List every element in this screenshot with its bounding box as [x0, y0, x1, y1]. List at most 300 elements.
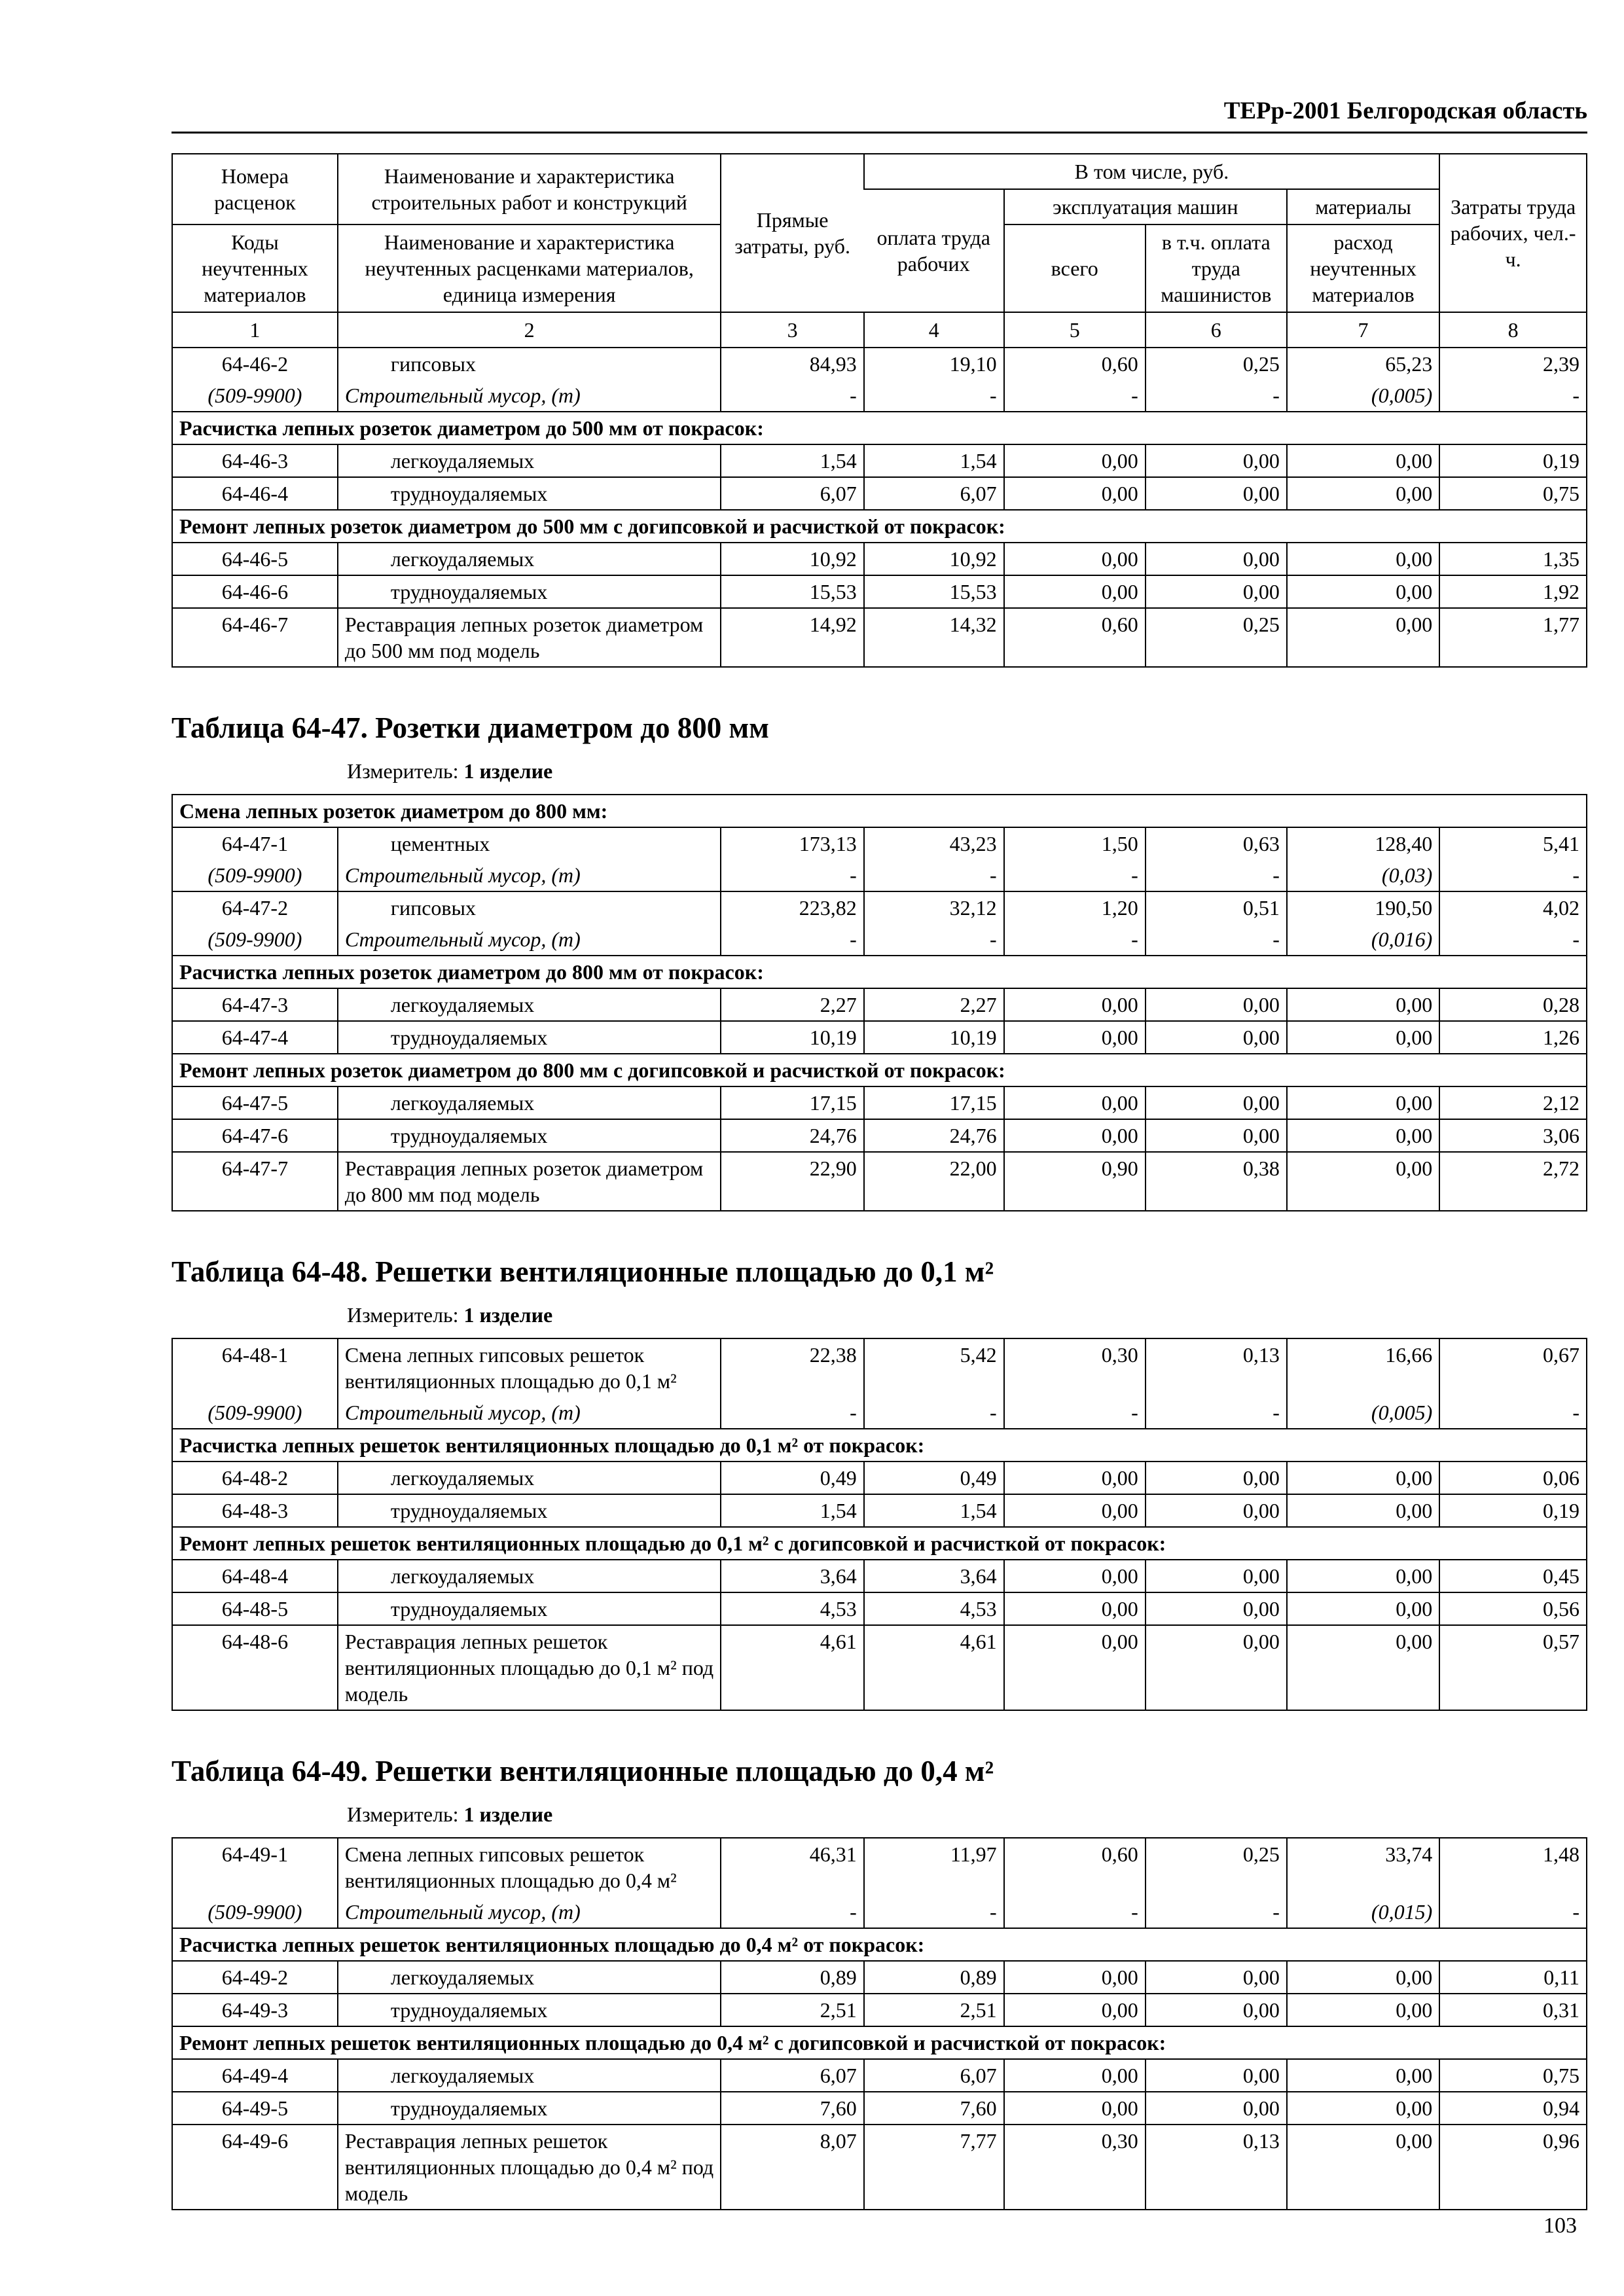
column-number: 4 — [864, 312, 1004, 348]
doc-header — [171, 97, 1587, 134]
measurer-line — [347, 1803, 1587, 1827]
section-title: Смена лепных розеток диаметром до 800 мм: — [172, 795, 1587, 827]
value-cell: 2,51 — [864, 1994, 1004, 2026]
value-cell: (0,016) — [1287, 924, 1439, 956]
value-cell: 0,00 — [1004, 444, 1146, 477]
work-name: легкоудаляемых — [338, 444, 721, 477]
material-name: Строительный мусор, (т) — [338, 380, 721, 412]
value-cell: 14,92 — [721, 608, 863, 667]
work-name: легкоудаляемых — [338, 1560, 721, 1592]
column-number: 7 — [1287, 312, 1439, 348]
rate-row — [172, 1994, 1587, 2026]
rate-code: 64-49-4 — [172, 2059, 338, 2092]
work-name: гипсовых — [338, 348, 721, 380]
value-cell: - — [1004, 1397, 1146, 1429]
header-row-numbers — [172, 312, 1587, 348]
value-cell: 0,90 — [1004, 1152, 1146, 1211]
value-cell: 15,53 — [721, 575, 863, 608]
material-name: Строительный мусор, (т) — [338, 859, 721, 891]
value-cell: 10,19 — [864, 1021, 1004, 1054]
value-cell: - — [1439, 924, 1587, 956]
rate-row — [172, 988, 1587, 1021]
value-cell: - — [1439, 1397, 1587, 1429]
value-cell: 0,00 — [1287, 1994, 1439, 2026]
work-name: легкоудаляемых — [338, 1086, 721, 1119]
work-name: легкоудаляемых — [338, 1961, 721, 1994]
work-name: Смена лепных гипсовых решеток вентиляционных площадью до 0,4 м² — [338, 1838, 721, 1896]
value-cell: 0,00 — [1146, 1086, 1287, 1119]
value-cell: 0,60 — [1004, 608, 1146, 667]
value-cell: 0,75 — [1439, 2059, 1587, 2092]
column-number: 8 — [1439, 312, 1587, 348]
column-number: 3 — [721, 312, 863, 348]
value-cell: 1,54 — [864, 444, 1004, 477]
table-body-64-49 — [172, 1838, 1587, 2210]
value-cell: 0,67 — [1439, 1338, 1587, 1397]
value-cell: 10,92 — [721, 543, 863, 575]
col-header-direct-costs: Прямые затраты, руб. — [721, 154, 863, 312]
rate-code: 64-49-2 — [172, 1961, 338, 1994]
rate-code: 64-48-2 — [172, 1462, 338, 1494]
value-cell: - — [721, 1397, 863, 1429]
rate-row — [172, 1961, 1587, 1994]
section-row — [172, 510, 1587, 543]
rate-row — [172, 1560, 1587, 1592]
rate-code: 64-47-4 — [172, 1021, 338, 1054]
column-number: 2 — [338, 312, 721, 348]
value-cell: 0,06 — [1439, 1462, 1587, 1494]
table-body-64-46 — [172, 348, 1587, 667]
value-cell: 0,45 — [1439, 1560, 1587, 1592]
value-cell: 190,50 — [1287, 891, 1439, 924]
col-header-machines-total: всего — [1004, 224, 1146, 312]
value-cell: 1,26 — [1439, 1021, 1587, 1054]
value-cell: - — [1146, 924, 1287, 956]
section-row — [172, 956, 1587, 988]
value-cell: 0,60 — [1004, 348, 1146, 380]
value-cell: 0,00 — [1287, 543, 1439, 575]
material-row — [172, 859, 1587, 891]
value-cell: - — [1146, 859, 1287, 891]
rates-table-64-47 — [171, 794, 1587, 1211]
work-name: трудноудаляемых — [338, 1021, 721, 1054]
rate-code: 64-46-6 — [172, 575, 338, 608]
value-cell: 15,53 — [864, 575, 1004, 608]
value-cell: 0,00 — [1004, 1592, 1146, 1625]
rates-table-64-48 — [171, 1338, 1587, 1711]
value-cell: 46,31 — [721, 1838, 863, 1896]
value-cell: - — [864, 859, 1004, 891]
value-cell: 14,32 — [864, 608, 1004, 667]
work-name: легкоудаляемых — [338, 988, 721, 1021]
value-cell: - — [1146, 380, 1287, 412]
value-cell: 0,00 — [1146, 575, 1287, 608]
value-cell: 0,49 — [721, 1462, 863, 1494]
value-cell: 0,00 — [1146, 1625, 1287, 1710]
work-name: легкоудаляемых — [338, 2059, 721, 2092]
value-cell: (0,015) — [1287, 1896, 1439, 1928]
value-cell: 0,00 — [1287, 2092, 1439, 2125]
value-cell: 0,00 — [1004, 988, 1146, 1021]
material-code: (509-9900) — [172, 380, 338, 412]
rate-code: 64-48-1 — [221, 1343, 289, 1367]
value-cell: 0,00 — [1287, 1021, 1439, 1054]
section-title: Ремонт лепных решеток вентиляционных площадью до 0,4 м² с догипсовкой и расчисткой от покрасок: — [172, 2026, 1587, 2059]
col-header-material-codes: Коды неучтенных материалов — [172, 224, 338, 312]
value-cell: 0,00 — [1146, 1462, 1287, 1494]
work-name: трудноудаляемых — [338, 1994, 721, 2026]
section-row — [172, 2026, 1587, 2059]
value-cell: 5,42 — [864, 1338, 1004, 1397]
rate-code: 64-49-1 — [221, 1842, 289, 1866]
work-name: Реставрация лепных розеток диаметром до 800 мм под модель — [338, 1152, 721, 1211]
value-cell: 24,76 — [721, 1119, 863, 1152]
rate-code: 64-46-5 — [172, 543, 338, 575]
value-cell: 0,00 — [1287, 477, 1439, 510]
rate-row — [172, 1086, 1587, 1119]
rate-code: 64-47-5 — [172, 1086, 338, 1119]
value-cell: 11,97 — [864, 1838, 1004, 1896]
value-cell: 84,93 — [721, 348, 863, 380]
rate-code: 64-47-7 — [172, 1152, 338, 1211]
value-cell: 4,61 — [864, 1625, 1004, 1710]
value-cell: 0,00 — [1287, 1560, 1439, 1592]
value-cell: 7,60 — [864, 2092, 1004, 2125]
value-cell: 0,00 — [1004, 477, 1146, 510]
value-cell: 6,07 — [721, 2059, 863, 2092]
section-row — [172, 1054, 1587, 1086]
value-cell: 0,28 — [1439, 988, 1587, 1021]
material-code: (509-9900) — [172, 924, 338, 956]
measurer-label: Измеритель: — [347, 759, 459, 783]
material-name: Строительный мусор, (т) — [338, 1896, 721, 1928]
rate-row — [172, 1119, 1587, 1152]
section-title: Ремонт лепных розеток диаметром до 500 мм с догипсовкой и расчисткой от покрасок: — [172, 510, 1587, 543]
section-title: Расчистка лепных решеток вентиляционных площадью до 0,1 м² от покрасок: — [172, 1429, 1587, 1462]
value-cell: 0,00 — [1146, 1021, 1287, 1054]
material-row — [172, 380, 1587, 412]
value-cell: 3,64 — [721, 1560, 863, 1592]
value-cell: 0,13 — [1146, 1338, 1287, 1397]
table-title-64-48: Таблица 64-48. Решетки вентиляционные площадью до 0,1 м² — [171, 1255, 994, 1288]
measurer-line — [347, 1303, 1587, 1327]
value-cell: (0,005) — [1287, 380, 1439, 412]
value-cell: 0,25 — [1146, 348, 1287, 380]
col-header-materials-consumption: расход неучтенных материалов — [1287, 224, 1439, 312]
rate-row — [172, 477, 1587, 510]
work-name: трудноудаляемых — [338, 477, 721, 510]
rate-code: 64-47-1 — [221, 832, 289, 855]
rate-row — [172, 348, 1587, 380]
value-cell: - — [864, 1896, 1004, 1928]
value-cell: 0,00 — [1287, 444, 1439, 477]
value-cell: (0,005) — [1287, 1397, 1439, 1429]
rate-row — [172, 444, 1587, 477]
rate-row — [172, 1021, 1587, 1054]
value-cell: 10,92 — [864, 543, 1004, 575]
section-row — [172, 795, 1587, 827]
rate-code: 64-47-2 — [221, 896, 289, 920]
measurer-line — [347, 759, 1587, 783]
value-cell: 0,75 — [1439, 477, 1587, 510]
value-cell: 0,89 — [864, 1961, 1004, 1994]
value-cell: 1,92 — [1439, 575, 1587, 608]
value-cell: 0,00 — [1287, 575, 1439, 608]
value-cell: 3,06 — [1439, 1119, 1587, 1152]
value-cell: 0,19 — [1439, 444, 1587, 477]
work-name: легкоудаляемых — [338, 1462, 721, 1494]
value-cell: 0,30 — [1004, 1338, 1146, 1397]
value-cell: - — [864, 1397, 1004, 1429]
rate-row — [172, 1494, 1587, 1527]
value-cell: 8,07 — [721, 2125, 863, 2210]
work-name: легкоудаляемых — [338, 543, 721, 575]
value-cell: 24,76 — [864, 1119, 1004, 1152]
rate-row — [172, 1462, 1587, 1494]
value-cell: 3,64 — [864, 1560, 1004, 1592]
value-cell: 0,00 — [1287, 1625, 1439, 1710]
measurer-label: Измеритель: — [347, 1803, 459, 1826]
value-cell: - — [1439, 859, 1587, 891]
rate-row — [172, 608, 1587, 667]
material-code: (509-9900) — [172, 859, 338, 891]
section-title: Расчистка лепных розеток диаметром до 800 мм от покрасок: — [172, 956, 1587, 988]
value-cell: - — [1439, 1896, 1587, 1928]
section-title: Ремонт лепных розеток диаметром до 800 мм с догипсовкой и расчисткой от покрасок: — [172, 1054, 1587, 1086]
value-cell: 1,35 — [1439, 543, 1587, 575]
material-row — [172, 1397, 1587, 1429]
value-cell: 0,25 — [1146, 1838, 1287, 1896]
col-header-machines: эксплуатация машин — [1004, 189, 1287, 224]
column-number: 6 — [1146, 312, 1287, 348]
value-cell: 0,00 — [1287, 1961, 1439, 1994]
value-cell: - — [1004, 859, 1146, 891]
work-name: трудноудаляемых — [338, 1494, 721, 1527]
value-cell: 0,00 — [1004, 2092, 1146, 2125]
value-cell: 0,56 — [1439, 1592, 1587, 1625]
value-cell: 2,27 — [721, 988, 863, 1021]
material-name: Строительный мусор, (т) — [338, 1397, 721, 1429]
value-cell: 0,00 — [1146, 477, 1287, 510]
work-name: Смена лепных гипсовых решеток вентиляционных площадью до 0,1 м² — [338, 1338, 721, 1397]
value-cell: - — [721, 859, 863, 891]
rate-row — [172, 1838, 1587, 1896]
value-cell: 1,54 — [721, 1494, 863, 1527]
value-cell: 0,00 — [1146, 1119, 1287, 1152]
value-cell: 0,00 — [1287, 1152, 1439, 1211]
col-header-including: В том числе, руб. — [864, 154, 1440, 189]
value-cell: 0,00 — [1004, 1494, 1146, 1527]
work-name: цементных — [338, 827, 721, 859]
col-header-rate-numbers: Номера расценок — [172, 154, 338, 224]
rate-code: 64-47-3 — [172, 988, 338, 1021]
rate-code: 64-48-4 — [172, 1560, 338, 1592]
value-cell: - — [864, 380, 1004, 412]
value-cell: - — [1004, 1896, 1146, 1928]
col-header-work-name: Наименование и характеристика строительных работ и конструкций — [338, 154, 721, 224]
value-cell: 32,12 — [864, 891, 1004, 924]
value-cell: 0,38 — [1146, 1152, 1287, 1211]
value-cell: 1,54 — [721, 444, 863, 477]
measurer-label: Измеритель: — [347, 1303, 459, 1327]
rates-table-64-49 — [171, 1837, 1587, 2210]
value-cell: 65,23 — [1287, 348, 1439, 380]
value-cell: 0,00 — [1004, 1462, 1146, 1494]
value-cell: 2,27 — [864, 988, 1004, 1021]
value-cell: 0,00 — [1287, 608, 1439, 667]
value-cell: 0,49 — [864, 1462, 1004, 1494]
value-cell: 1,50 — [1004, 827, 1146, 859]
work-name: Реставрация лепных решеток вентиляционных площадью до 0,4 м² под модель — [338, 2125, 721, 2210]
section-row — [172, 412, 1587, 444]
rate-code: 64-46-3 — [172, 444, 338, 477]
value-cell: 17,15 — [864, 1086, 1004, 1119]
rate-row — [172, 2092, 1587, 2125]
rate-row — [172, 1152, 1587, 1211]
value-cell: 0,00 — [1287, 1494, 1439, 1527]
value-cell: 10,19 — [721, 1021, 863, 1054]
value-cell: 0,13 — [1146, 2125, 1287, 2210]
value-cell: 2,51 — [721, 1994, 863, 2026]
value-cell: 0,00 — [1146, 1994, 1287, 2026]
value-cell: 0,63 — [1146, 827, 1287, 859]
value-cell: 0,00 — [1287, 1462, 1439, 1494]
rate-row — [172, 1592, 1587, 1625]
rate-code: 64-49-6 — [172, 2125, 338, 2210]
table-column-header — [172, 154, 1587, 348]
value-cell: 0,00 — [1146, 1961, 1287, 1994]
value-cell: 0,00 — [1004, 1560, 1146, 1592]
column-number: 1 — [172, 312, 338, 348]
rate-row — [172, 827, 1587, 859]
work-name: гипсовых — [338, 891, 721, 924]
value-cell: 5,41 — [1439, 827, 1587, 859]
work-name: Реставрация лепных розеток диаметром до 500 мм под модель — [338, 608, 721, 667]
table-body-64-47 — [172, 795, 1587, 1211]
value-cell: 0,51 — [1146, 891, 1287, 924]
value-cell: - — [721, 1896, 863, 1928]
table-body-64-48 — [172, 1338, 1587, 1710]
rates-table-64-46 — [171, 153, 1587, 668]
column-number: 5 — [1004, 312, 1146, 348]
value-cell: 16,66 — [1287, 1338, 1439, 1397]
col-header-material-name: Наименование и характеристика неучтенных расценками материалов, единица измерения — [338, 224, 721, 312]
col-header-materials: материалы — [1287, 189, 1439, 224]
value-cell: - — [721, 380, 863, 412]
value-cell: 7,60 — [721, 2092, 863, 2125]
value-cell: - — [864, 924, 1004, 956]
value-cell: 1,20 — [1004, 891, 1146, 924]
value-cell: 0,60 — [1004, 1838, 1146, 1896]
section-row — [172, 1527, 1587, 1560]
rate-code: 64-47-6 — [172, 1119, 338, 1152]
material-code: (509-9900) — [172, 1896, 338, 1928]
work-name: Реставрация лепных решеток вентиляционных площадью до 0,1 м² под модель — [338, 1625, 721, 1710]
value-cell: 6,07 — [721, 477, 863, 510]
value-cell: 2,72 — [1439, 1152, 1587, 1211]
value-cell: 0,00 — [1146, 1494, 1287, 1527]
rate-code: 64-49-3 — [172, 1994, 338, 2026]
material-row — [172, 1896, 1587, 1928]
rate-row — [172, 2125, 1587, 2210]
rate-code: 64-48-6 — [172, 1625, 338, 1710]
value-cell: 0,00 — [1146, 543, 1287, 575]
value-cell: 0,25 — [1146, 608, 1287, 667]
rate-row — [172, 575, 1587, 608]
value-cell: 0,00 — [1287, 2059, 1439, 2092]
value-cell: - — [1146, 1896, 1287, 1928]
value-cell: 0,00 — [1146, 1592, 1287, 1625]
rate-row — [172, 891, 1587, 924]
doc-header-title: ТЕРр-2001 Белгородская область — [1223, 98, 1587, 124]
rate-code: 64-46-2 — [221, 352, 289, 376]
header-row-1 — [172, 154, 1587, 189]
col-header-labor-costs: Затраты труда рабочих, чел.-ч. — [1439, 154, 1587, 312]
value-cell: 4,61 — [721, 1625, 863, 1710]
value-cell: - — [721, 924, 863, 956]
work-name: трудноудаляемых — [338, 2092, 721, 2125]
material-code: (509-9900) — [172, 1397, 338, 1429]
value-cell: (0,03) — [1287, 859, 1439, 891]
value-cell: 2,39 — [1439, 348, 1587, 380]
value-cell: 0,00 — [1287, 2125, 1439, 2210]
value-cell: 33,74 — [1287, 1838, 1439, 1896]
value-cell: 1,54 — [864, 1494, 1004, 1527]
value-cell: 22,00 — [864, 1152, 1004, 1211]
col-header-labor-pay: оплата труда рабочих — [864, 189, 1004, 312]
material-name: Строительный мусор, (т) — [338, 924, 721, 956]
value-cell: 4,53 — [721, 1592, 863, 1625]
section-row — [172, 1928, 1587, 1961]
value-cell: 1,48 — [1439, 1838, 1587, 1896]
rate-row — [172, 543, 1587, 575]
value-cell: 0,00 — [1004, 1021, 1146, 1054]
value-cell: 1,77 — [1439, 608, 1587, 667]
value-cell: 0,11 — [1439, 1961, 1587, 1994]
value-cell: 2,12 — [1439, 1086, 1587, 1119]
rate-code: 64-48-3 — [172, 1494, 338, 1527]
value-cell: 0,00 — [1004, 1119, 1146, 1152]
work-name: трудноудаляемых — [338, 575, 721, 608]
value-cell: 0,00 — [1287, 988, 1439, 1021]
value-cell: 223,82 — [721, 891, 863, 924]
measurer-value: 1 изделие — [463, 1803, 553, 1826]
value-cell: 0,00 — [1004, 2059, 1146, 2092]
value-cell: 0,00 — [1004, 543, 1146, 575]
rate-code: 64-49-5 — [172, 2092, 338, 2125]
value-cell: 17,15 — [721, 1086, 863, 1119]
value-cell: 0,57 — [1439, 1625, 1587, 1710]
value-cell: 0,30 — [1004, 2125, 1146, 2210]
page-content — [171, 153, 1587, 2210]
value-cell: 19,10 — [864, 348, 1004, 380]
value-cell: 0,00 — [1287, 1592, 1439, 1625]
section-title: Расчистка лепных решеток вентиляционных площадью до 0,4 м² от покрасок: — [172, 1928, 1587, 1961]
table-title-64-47: Таблица 64-47. Розетки диаметром до 800 мм — [171, 711, 769, 744]
value-cell: - — [1146, 1397, 1287, 1429]
value-cell: 173,13 — [721, 827, 863, 859]
rate-code: 64-48-5 — [172, 1592, 338, 1625]
value-cell: 4,02 — [1439, 891, 1587, 924]
value-cell: 6,07 — [864, 2059, 1004, 2092]
value-cell: 0,00 — [1004, 1625, 1146, 1710]
value-cell: 0,00 — [1004, 1086, 1146, 1119]
value-cell: 0,00 — [1287, 1119, 1439, 1152]
work-name: трудноудаляемых — [338, 1119, 721, 1152]
value-cell: 0,00 — [1146, 2059, 1287, 2092]
value-cell: 0,00 — [1146, 988, 1287, 1021]
value-cell: 0,89 — [721, 1961, 863, 1994]
